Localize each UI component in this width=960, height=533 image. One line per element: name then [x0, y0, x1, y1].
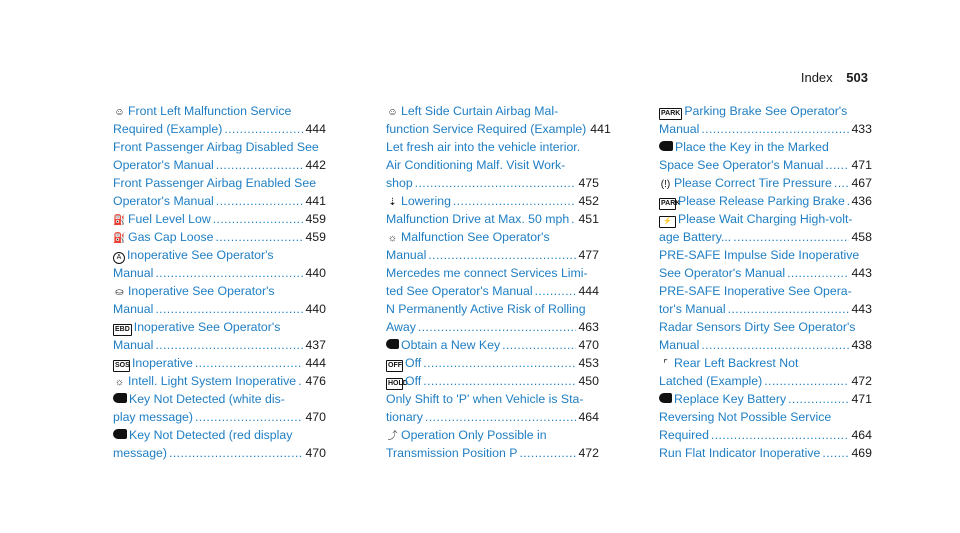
- index-entry[interactable]: [113, 282, 326, 318]
- dot-leader: [224, 120, 303, 138]
- entry-text: function Service Required (Example): [386, 122, 587, 136]
- index-entry[interactable]: [659, 246, 872, 282]
- entry-text: Place the Key in the Marked: [675, 140, 829, 154]
- entry-page-number: 440: [305, 266, 326, 280]
- entry-line: [386, 102, 599, 120]
- index-entry[interactable]: [113, 138, 326, 174]
- index-entry[interactable]: [113, 210, 326, 228]
- index-column-2: [386, 102, 611, 462]
- entry-line: [386, 120, 611, 138]
- entry-line: [659, 390, 872, 408]
- fuel-pump-icon: ⛽: [113, 233, 126, 244]
- entry-text: Please Wait Charging High-volt-: [678, 212, 853, 226]
- entry-text: Front Passenger Airbag Disabled See: [113, 140, 319, 154]
- index-entry[interactable]: [659, 282, 872, 318]
- entry-text: tor's Manual: [659, 302, 726, 316]
- entry-text: Air Conditioning Malf. Visit Work-: [386, 158, 566, 172]
- index-entry[interactable]: [659, 174, 872, 192]
- index-column-1: [113, 102, 326, 462]
- entry-line: [386, 156, 599, 174]
- dot-leader: [415, 174, 577, 192]
- entry-page-number: 459: [305, 230, 326, 244]
- entry-line: [113, 156, 326, 174]
- entry-text: Intell. Light System Inoperative: [128, 374, 297, 388]
- dot-leader: [502, 336, 576, 354]
- index-entry[interactable]: [386, 426, 599, 462]
- entry-line: [659, 426, 872, 444]
- entry-line: [659, 174, 872, 192]
- entry-line: [659, 246, 872, 264]
- index-entry[interactable]: [113, 246, 326, 282]
- entry-text: Manual: [113, 266, 154, 280]
- dot-leader: [519, 444, 576, 462]
- index-entry[interactable]: [113, 390, 326, 426]
- entry-text: Operator's Manual: [113, 158, 214, 172]
- index-entry[interactable]: [386, 192, 599, 210]
- entry-text: Reversing Not Possible Service: [659, 410, 832, 424]
- seated-person-icon: ☺: [387, 107, 398, 118]
- dot-leader: [425, 408, 577, 426]
- entry-line: [113, 138, 326, 156]
- battery-icon: ⚡: [659, 216, 676, 228]
- entry-text: Manual: [113, 338, 154, 352]
- index-entry[interactable]: [386, 264, 599, 300]
- abs-icon: A: [113, 252, 125, 264]
- entry-page-number: 470: [305, 410, 326, 424]
- dot-leader: [423, 354, 576, 372]
- lowering-car-icon: ⇣: [388, 197, 397, 208]
- entry-page-number: 444: [578, 284, 599, 298]
- seat-belt-icon: ⤴: [387, 431, 398, 442]
- entry-text: Required (Example): [113, 122, 223, 136]
- entry-text: Run Flat Indicator Inoperative: [659, 446, 821, 460]
- entry-text: Malfunction See Operator's: [401, 230, 550, 244]
- entry-text: Let fresh air into the vehicle interior.: [386, 140, 581, 154]
- entry-line: [113, 192, 326, 210]
- hold-icon: HOLD: [386, 378, 403, 390]
- index-entry[interactable]: [386, 336, 599, 354]
- entry-text: See Operator's Manual: [659, 266, 786, 280]
- entry-page-number: 458: [851, 230, 872, 244]
- entry-line: [113, 426, 326, 444]
- entry-line: [113, 390, 326, 408]
- entry-text: Manual: [386, 248, 427, 262]
- dot-leader: [298, 372, 303, 390]
- entry-page-number: 443: [851, 266, 872, 280]
- entry-text: tionary: [386, 410, 423, 424]
- index-entry[interactable]: [659, 318, 872, 354]
- entry-line: [113, 174, 326, 192]
- entry-text: Inoperative: [132, 356, 193, 370]
- entry-line: [386, 426, 599, 444]
- entry-text: Obtain a New Key: [401, 338, 501, 352]
- index-entry[interactable]: [386, 372, 599, 390]
- entry-line: [113, 444, 326, 462]
- entry-line: [659, 138, 872, 156]
- entry-line: [113, 372, 326, 390]
- index-entry[interactable]: [113, 426, 326, 462]
- index-entry[interactable]: [659, 354, 872, 390]
- index-entry[interactable]: [659, 102, 872, 138]
- key-icon: [113, 393, 127, 403]
- entry-line: [113, 282, 326, 300]
- entry-text: Mercedes me connect Services Limi-: [386, 266, 588, 280]
- entry-line: [659, 372, 872, 390]
- backrest-icon: ⌜: [663, 359, 668, 370]
- entry-page-number: 437: [305, 338, 326, 352]
- entry-text: Radar Sensors Dirty See Operator's: [659, 320, 856, 334]
- entry-text: Manual: [659, 338, 700, 352]
- entry-page-number: 441: [305, 194, 326, 208]
- dot-leader: [155, 300, 303, 318]
- esp-off-icon: OFF: [386, 360, 403, 372]
- entry-line: [659, 192, 872, 210]
- index-entry[interactable]: [386, 138, 599, 192]
- entry-text: Manual: [113, 302, 154, 316]
- entry-line: [113, 210, 326, 228]
- entry-line: [113, 120, 326, 138]
- index-entry[interactable]: [113, 102, 326, 138]
- entry-line: [386, 246, 599, 264]
- light-icon: ☼: [387, 233, 398, 244]
- entry-line: [659, 336, 872, 354]
- entry-text: message): [113, 446, 167, 460]
- entry-line: [386, 174, 599, 192]
- entry-text: Left Side Curtain Airbag Mal-: [401, 104, 559, 118]
- seated-person-icon: ☺: [114, 107, 125, 118]
- entry-text: shop: [386, 176, 413, 190]
- entry-text: age Battery...: [659, 230, 732, 244]
- entry-page-number: 469: [851, 446, 872, 460]
- entry-line: [386, 372, 599, 390]
- entry-page-number: 470: [305, 446, 326, 460]
- entry-page-number: 438: [851, 338, 872, 352]
- index-entry[interactable]: [113, 228, 326, 246]
- index-entry[interactable]: [386, 228, 599, 264]
- index-entry[interactable]: [659, 390, 872, 408]
- entry-line: [386, 264, 599, 282]
- dot-leader: [788, 390, 849, 408]
- entry-page-number: 443: [851, 302, 872, 316]
- dot-leader: [834, 174, 850, 192]
- entry-text: PRE-SAFE Impulse Side Inoperative: [659, 248, 860, 262]
- entry-text: Transmission Position P: [386, 446, 518, 460]
- entry-text: Inoperative See Operator's: [128, 284, 275, 298]
- lamp-icon: ⛀: [115, 287, 124, 298]
- entry-line: [386, 210, 599, 228]
- index-entry[interactable]: [659, 210, 872, 246]
- light-icon: ☼: [114, 377, 125, 388]
- entry-line: [113, 318, 326, 336]
- entry-line: [386, 192, 599, 210]
- dot-leader: [453, 192, 577, 210]
- entry-page-number: 470: [578, 338, 599, 352]
- entry-text: Gas Cap Loose: [128, 230, 214, 244]
- entry-page-number: 471: [851, 158, 872, 172]
- entry-line: [659, 300, 872, 318]
- entry-page-number: 477: [578, 248, 599, 262]
- index-entry[interactable]: [113, 372, 326, 390]
- dot-leader: [764, 372, 849, 390]
- entry-text: Only Shift to 'P' when Vehicle is Sta-: [386, 392, 584, 406]
- entry-page-number: 459: [305, 212, 326, 226]
- dot-leader: [825, 156, 849, 174]
- dot-leader: [701, 120, 849, 138]
- entry-page-number: 452: [578, 194, 599, 208]
- entry-page-number: 442: [305, 158, 326, 172]
- entry-text: Manual: [659, 122, 700, 136]
- entry-line: [113, 300, 326, 318]
- entry-page-number: 463: [578, 320, 599, 334]
- entry-text: Space See Operator's Manual: [659, 158, 824, 172]
- ebd-icon: EBD: [113, 324, 132, 336]
- dot-leader: [787, 264, 849, 282]
- entry-line: [659, 444, 872, 462]
- entry-page-number: 464: [851, 428, 872, 442]
- index-entry[interactable]: [386, 210, 599, 228]
- entry-line: [659, 408, 872, 426]
- entry-line: [386, 300, 599, 318]
- entry-text: play message): [113, 410, 193, 424]
- dot-leader: [155, 336, 303, 354]
- dot-leader: [216, 156, 304, 174]
- entry-page-number: 444: [305, 122, 326, 136]
- entry-text: Off: [405, 374, 422, 388]
- dot-leader: [195, 354, 304, 372]
- dot-leader: [571, 210, 576, 228]
- dot-leader: [847, 192, 850, 210]
- index-entry[interactable]: [659, 192, 872, 210]
- entry-page-number: 450: [578, 374, 599, 388]
- fuel-pump-icon: ⛽: [113, 215, 126, 226]
- key-icon: [386, 339, 399, 349]
- entry-text: Front Left Malfunction Service: [128, 104, 292, 118]
- entry-line: [113, 336, 326, 354]
- park-icon: PARK: [659, 198, 676, 210]
- header-title: Index: [800, 70, 833, 85]
- entry-line: [386, 354, 599, 372]
- entry-line: [113, 102, 326, 120]
- entry-text: Inoperative See Operator's: [133, 320, 281, 334]
- entry-text: Rear Left Backrest Not: [674, 356, 799, 370]
- entry-page-number: 472: [851, 374, 872, 388]
- entry-text: Malfunction Drive at Max. 50 mph: [386, 212, 570, 226]
- dot-leader: [418, 318, 577, 336]
- entry-text: Please Correct Tire Pressure: [674, 176, 832, 190]
- entry-page-number: 444: [305, 356, 326, 370]
- entry-text: Required: [659, 428, 709, 442]
- entry-text: Front Passenger Airbag Enabled See: [113, 176, 317, 190]
- page-header: [801, 70, 868, 85]
- entry-line: [659, 282, 872, 300]
- index-entry[interactable]: [659, 408, 872, 444]
- entry-text: Inoperative See Operator's: [127, 248, 274, 262]
- page-number: 503: [846, 70, 868, 85]
- index-entry[interactable]: [659, 138, 872, 174]
- dot-leader: [155, 264, 303, 282]
- entry-line: [659, 228, 872, 246]
- index-entry[interactable]: [386, 390, 599, 426]
- entry-line: [659, 354, 872, 372]
- entry-page-number: 464: [578, 410, 599, 424]
- entry-page-number: 433: [851, 122, 872, 136]
- index-entry[interactable]: [386, 102, 611, 138]
- entry-line: [113, 228, 326, 246]
- entry-line: [386, 138, 599, 156]
- dot-leader: [711, 426, 850, 444]
- entry-text: Key Not Detected (red display: [129, 428, 293, 442]
- entry-text: Away: [386, 320, 416, 334]
- entry-page-number: 475: [578, 176, 599, 190]
- index-entry[interactable]: [659, 444, 872, 462]
- park-icon: PARK: [659, 108, 682, 120]
- entry-text: N Permanently Active Risk of Rolling: [386, 302, 586, 316]
- index-entry[interactable]: [113, 174, 326, 210]
- entry-line: [113, 246, 326, 264]
- index-column-3: [659, 102, 872, 462]
- entry-page-number: 467: [851, 176, 872, 190]
- index-entry[interactable]: [386, 300, 599, 336]
- entry-line: [386, 390, 599, 408]
- index-entry[interactable]: [113, 354, 326, 372]
- dot-leader: [728, 300, 850, 318]
- index-entry[interactable]: [113, 318, 326, 354]
- dot-leader: [195, 408, 304, 426]
- entry-line: [386, 408, 599, 426]
- entry-line: [386, 228, 599, 246]
- entry-page-number: 440: [305, 302, 326, 316]
- dot-leader: [215, 228, 303, 246]
- entry-page-number: 471: [851, 392, 872, 406]
- dot-leader: [169, 444, 303, 462]
- entry-page-number: 441: [590, 122, 611, 136]
- entry-text: Latched (Example): [659, 374, 763, 388]
- entry-text: Replace Key Battery: [674, 392, 787, 406]
- entry-text: Operation Only Possible in: [401, 428, 547, 442]
- entry-line: [659, 102, 872, 120]
- entry-text: Key Not Detected (white dis-: [129, 392, 285, 406]
- key-icon: [659, 141, 673, 151]
- dot-leader: [423, 372, 576, 390]
- dot-leader: [733, 228, 849, 246]
- entry-page-number: 436: [851, 194, 872, 208]
- entry-line: [659, 120, 872, 138]
- key-icon: [113, 429, 127, 439]
- dot-leader: [822, 444, 849, 462]
- entry-text: Operator's Manual: [113, 194, 214, 208]
- entry-line: [659, 318, 872, 336]
- entry-line: [659, 156, 872, 174]
- key-icon: [659, 393, 672, 403]
- entry-line: [386, 444, 599, 462]
- entry-text: Fuel Level Low: [128, 212, 211, 226]
- entry-text: ted See Operator's Manual: [386, 284, 533, 298]
- sos-icon: SOS: [113, 360, 130, 372]
- entry-page-number: 453: [578, 356, 599, 370]
- dot-leader: [701, 336, 849, 354]
- entry-line: [386, 336, 599, 354]
- dot-leader: [428, 246, 576, 264]
- entry-page-number: 476: [305, 374, 326, 388]
- tire-pressure-icon: (!): [660, 179, 671, 190]
- entry-line: [113, 408, 326, 426]
- entry-text: Off: [405, 356, 422, 370]
- entry-text: PRE-SAFE Inoperative See Opera-: [659, 284, 852, 298]
- entry-line: [659, 210, 872, 228]
- entry-line: [659, 264, 872, 282]
- entry-page-number: 451: [578, 212, 599, 226]
- entry-text: Please Release Parking Brake: [678, 194, 845, 208]
- entry-line: [386, 318, 599, 336]
- dot-leader: [216, 192, 304, 210]
- entry-line: [386, 282, 599, 300]
- entry-text: Lowering: [401, 194, 451, 208]
- entry-line: [113, 264, 326, 282]
- entry-line: [113, 354, 326, 372]
- dot-leader: [535, 282, 577, 300]
- entry-text: Parking Brake See Operator's: [684, 104, 848, 118]
- index-entry[interactable]: [386, 354, 599, 372]
- dot-leader: [213, 210, 304, 228]
- entry-page-number: 472: [578, 446, 599, 460]
